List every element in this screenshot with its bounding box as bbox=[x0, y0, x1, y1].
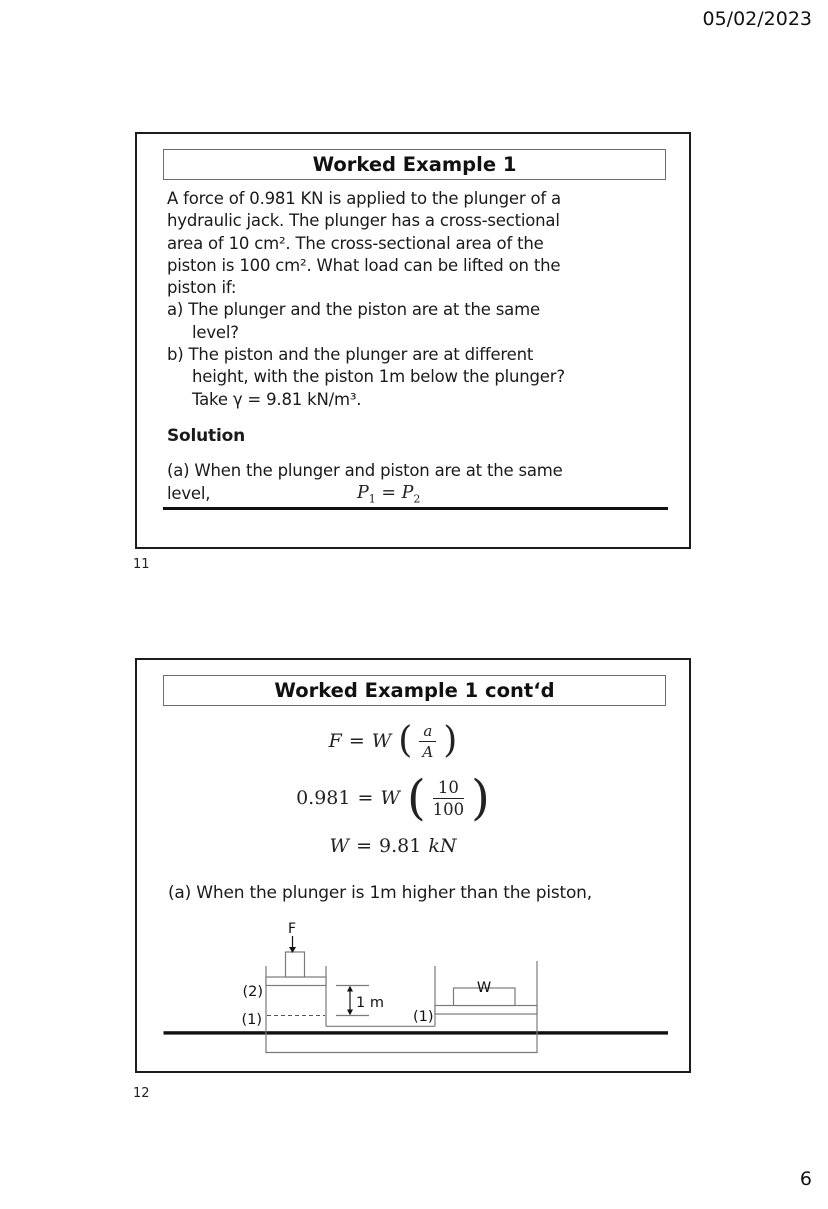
slide-12-title: Worked Example 1 cont‘d bbox=[274, 679, 555, 702]
eq1-lhs: F bbox=[328, 730, 342, 752]
measure-arrowhead-up-icon bbox=[347, 986, 353, 992]
open-paren: ( bbox=[406, 770, 426, 826]
piston-plate bbox=[435, 1006, 537, 1015]
eq3-lhs: W bbox=[329, 835, 350, 857]
close-paren: ) bbox=[471, 770, 490, 826]
solution-line-2-text: level, bbox=[167, 484, 211, 503]
numerator: a bbox=[419, 722, 436, 742]
numerator: 10 bbox=[433, 778, 465, 799]
equation-0981-equals-w-10-over-100 bbox=[163, 771, 623, 825]
fraction-10-over-100 bbox=[433, 778, 465, 819]
body-line: A force of 0.981 KN is applied to the plunger of a bbox=[167, 189, 561, 208]
eq2-lhs: 0.981 bbox=[296, 787, 351, 809]
fraction-a-over-A bbox=[419, 722, 436, 761]
pressure-var-1: P bbox=[357, 483, 369, 503]
slide-number-12: 12 bbox=[133, 1086, 150, 1101]
subscript-1: 1 bbox=[368, 492, 376, 506]
slide-12-title-box bbox=[163, 675, 666, 706]
solution-heading: Solution bbox=[167, 426, 245, 446]
page-number: 6 bbox=[799, 1168, 812, 1190]
close-paren: ) bbox=[443, 720, 458, 761]
eq3-unit: kN bbox=[428, 835, 457, 857]
force-label: F bbox=[287, 921, 297, 937]
equals-sign: = bbox=[375, 483, 402, 503]
equals-sign: = bbox=[356, 835, 372, 857]
level-1-right-label: (1) bbox=[412, 1009, 434, 1025]
slide-11-title-box bbox=[163, 149, 666, 180]
denominator: A bbox=[422, 742, 434, 761]
level-2-label: (2) bbox=[242, 984, 263, 1000]
body-line: area of 10 cm². The cross-sectional area of the bbox=[167, 233, 544, 253]
denominator: 100 bbox=[432, 799, 465, 819]
weight-label: W bbox=[476, 980, 492, 996]
eq3-value: 9.81 bbox=[379, 835, 422, 857]
slide-12 bbox=[135, 658, 691, 1073]
body-line: hydraulic jack. The plunger has a cross-sectional bbox=[167, 211, 560, 231]
pressure-var-2: P bbox=[401, 483, 414, 503]
equation-f-equals-w-a-over-A bbox=[163, 719, 623, 763]
slide-11-title: Worked Example 1 bbox=[312, 153, 517, 176]
slide-11 bbox=[135, 132, 691, 549]
slide-footer-line bbox=[164, 1031, 669, 1034]
body-line: piston is 100 cm². What load can be lifted on the bbox=[167, 255, 561, 275]
slide-number-11: 11 bbox=[133, 557, 150, 572]
body-line-item-b: b) The piston and the plunger are at different bbox=[167, 345, 534, 365]
subscript-2: 2 bbox=[413, 492, 421, 506]
height-label: 1 m bbox=[356, 995, 384, 1011]
solution-line-1: (a) When the plunger and piston are at the same bbox=[167, 461, 563, 480]
body-line: piston if: bbox=[167, 278, 237, 298]
body-line: height, with the piston 1m below the plunger? bbox=[192, 367, 565, 387]
equation-w-equals-981-kn bbox=[163, 833, 623, 859]
hydraulic-jack-diagram bbox=[163, 909, 668, 1059]
measure-arrowhead-down-icon bbox=[347, 1010, 353, 1016]
eq2-coef: W bbox=[380, 787, 400, 809]
open-paren: ( bbox=[398, 720, 413, 761]
plunger-block bbox=[286, 952, 305, 977]
slide-11-problem-text bbox=[167, 188, 677, 411]
solution-line-2 bbox=[167, 483, 672, 506]
slide-12-body-line: (a) When the plunger is 1m higher than the piston, bbox=[168, 883, 592, 903]
equation-p1-equals-p2 bbox=[357, 483, 420, 506]
body-line-item-a: a) The plunger and the piston are at the same bbox=[167, 300, 540, 320]
body-line: Take γ = 9.81 kN/m³. bbox=[192, 389, 362, 409]
equals-sign: = bbox=[348, 730, 365, 752]
header-date: 05/02/2023 bbox=[702, 8, 812, 30]
eq1-coef: W bbox=[371, 730, 392, 752]
slide-footer-line bbox=[163, 507, 668, 510]
equals-sign: = bbox=[357, 787, 374, 809]
level-1-left-label: (1) bbox=[241, 1012, 262, 1028]
body-line: level? bbox=[192, 322, 239, 342]
plunger-piston-plate bbox=[266, 977, 326, 986]
